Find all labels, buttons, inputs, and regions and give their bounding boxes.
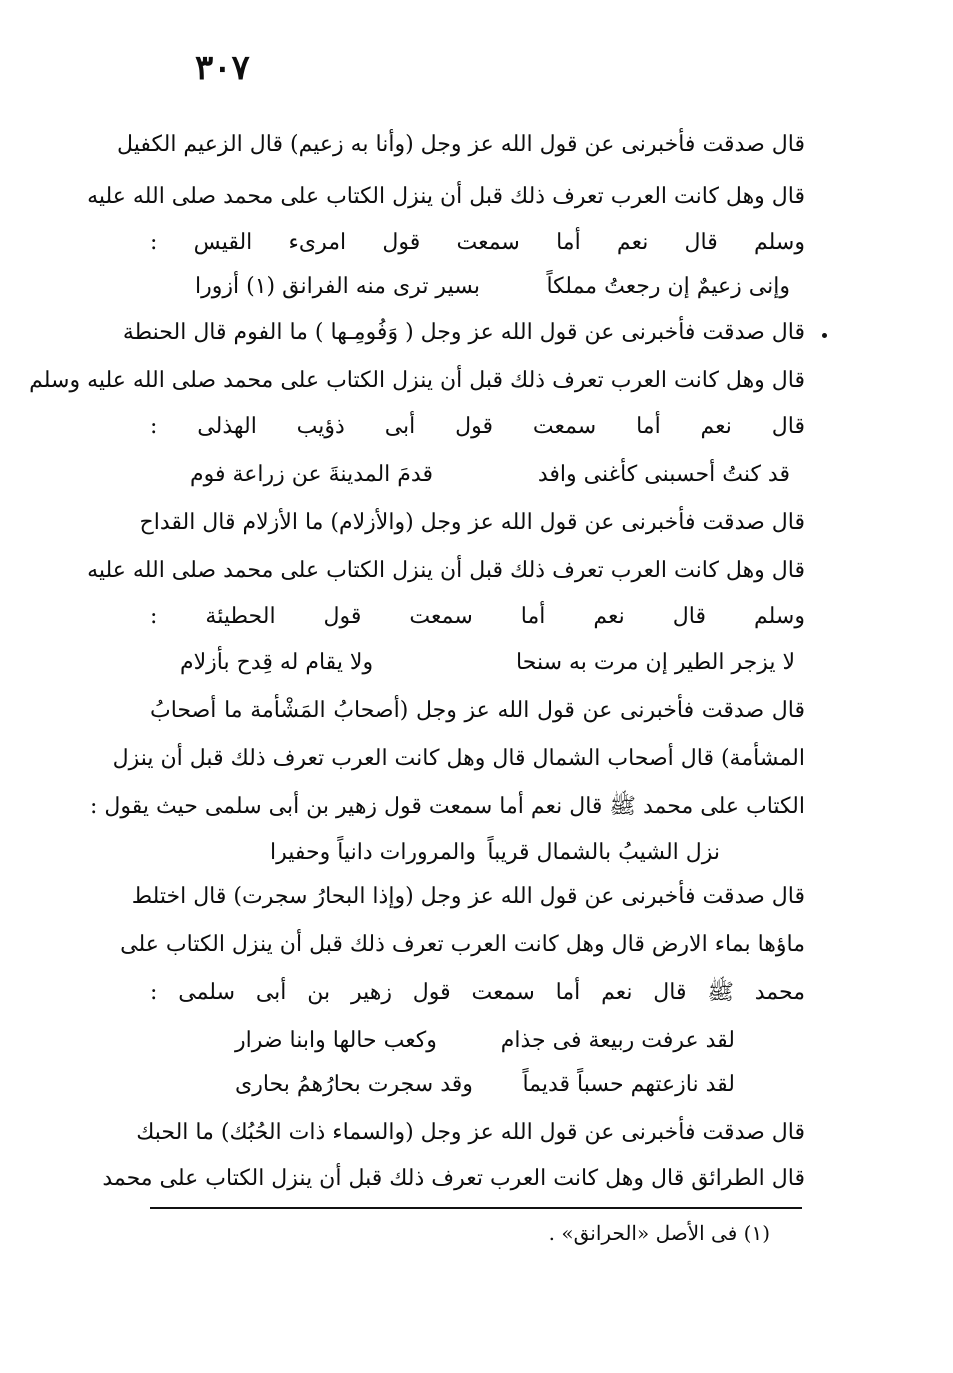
text-line: قال نعم أما سمعت قول أبى ذؤيب الهذلى : <box>150 414 805 439</box>
verse-hemistich-second: وكعب حالها وابنا ضرار <box>235 1028 437 1053</box>
verse-hemistich-first: لقد نازعتهم حسباً قديماً <box>522 1072 735 1097</box>
text-line: قال صدقت فأخبرنى عن قول الله عز وجل (أصحابُ المَشْأمة ما أصحابُ <box>150 698 805 723</box>
text-line: قال صدقت فأخبرنى عن قول الله عز وجل ( وَفُومِـها ) ما الفوم قال الحنطة <box>122 320 805 345</box>
text-line: قال وهل كانت العرب تعرف ذلك قبل أن ينزل الكتاب على محمد صلى الله عليه <box>87 558 805 583</box>
page-number: ٣٠٧ <box>195 48 250 88</box>
text-line: وسلم قال نعم أما سمعت قول امرىء القيس : <box>150 230 805 255</box>
verse-hemistich-first: وإنى زعيمٌ إن رجعتُ مملكاً <box>546 274 790 299</box>
text-line: وسلم قال نعم أما سمعت قول الحطيئة : <box>150 604 805 629</box>
text-line: قال وهل كانت العرب تعرف ذلك قبل أن ينزل الكتاب على محمد صلى الله عليه وسلم <box>29 368 805 393</box>
verse-hemistich-second: قدمَ المدينةَ عن زراعة فوم <box>190 462 433 487</box>
verse-hemistich-second: بسير ترى منه الفرانق (١) أزورا <box>195 274 480 299</box>
verse-hemistich-second: والمرورات دانياً وحفيرا <box>270 840 476 865</box>
text-line: محمد ﷺ قال نعم أما سمعت قول زهير بن أبى سلمى : <box>150 980 805 1005</box>
text-line: المشأمة) قال أصحاب الشمال قال وهل كانت العرب تعرف ذلك قبل أن ينزل <box>112 746 805 771</box>
verse-hemistich-second: ولا يقام له قِدح بأزلام <box>180 650 374 675</box>
margin-mark <box>822 333 827 338</box>
verse-hemistich-first: قد كنتُ أحسبنى كأغنى وافد <box>537 462 790 487</box>
text-line: قال صدقت فأخبرنى عن قول الله عز وجل (وإذا البحارُ سجرت) قال اختلط <box>131 884 805 909</box>
footnote-divider <box>150 1207 802 1209</box>
text-line: قال صدقت فأخبرنى عن قول الله عز وجل (والأزلام) ما الأزلام قال القداح <box>139 510 805 535</box>
text-line: قال وهل كانت العرب تعرف ذلك قبل أن ينزل الكتاب على محمد صلى الله عليه <box>87 184 805 209</box>
text-line: الكتاب على محمد ﷺ قال نعم أما سمعت قول زهير بن أبى سلمى حيث يقول : <box>90 794 805 819</box>
verse-hemistich-second: وقد سجرت بحارُهمُ بحارى <box>235 1072 473 1097</box>
verse-hemistich-first: لقد عرفت ربيعة فى جذام <box>500 1028 735 1053</box>
text-line: قال صدقت فأخبرنى عن قول الله عز وجل (والسماء ذات الحُبُك) ما الحبك <box>136 1120 805 1145</box>
text-line: قال صدقت فأخبرنى عن قول الله عز وجل (وأنا به زعيم) قال الزعيم الكفيل <box>117 132 805 157</box>
footnote: (١) فى الأصل «الحرانق» . <box>548 1221 770 1245</box>
verse-hemistich-first: لا يزجر الطير إن مرت به سنحا <box>516 650 795 675</box>
text-line: قال الطرائق قال وهل كانت العرب تعرف ذلك قبل أن ينزل الكتاب على محمد <box>102 1166 805 1191</box>
text-line: ماؤها بماء الارض قال وهل كانت العرب تعرف ذلك قبل أن ينزل الكتاب على <box>120 932 805 957</box>
verse-hemistich-first: نزل الشيبُ بالشمال قريباً <box>487 840 720 865</box>
